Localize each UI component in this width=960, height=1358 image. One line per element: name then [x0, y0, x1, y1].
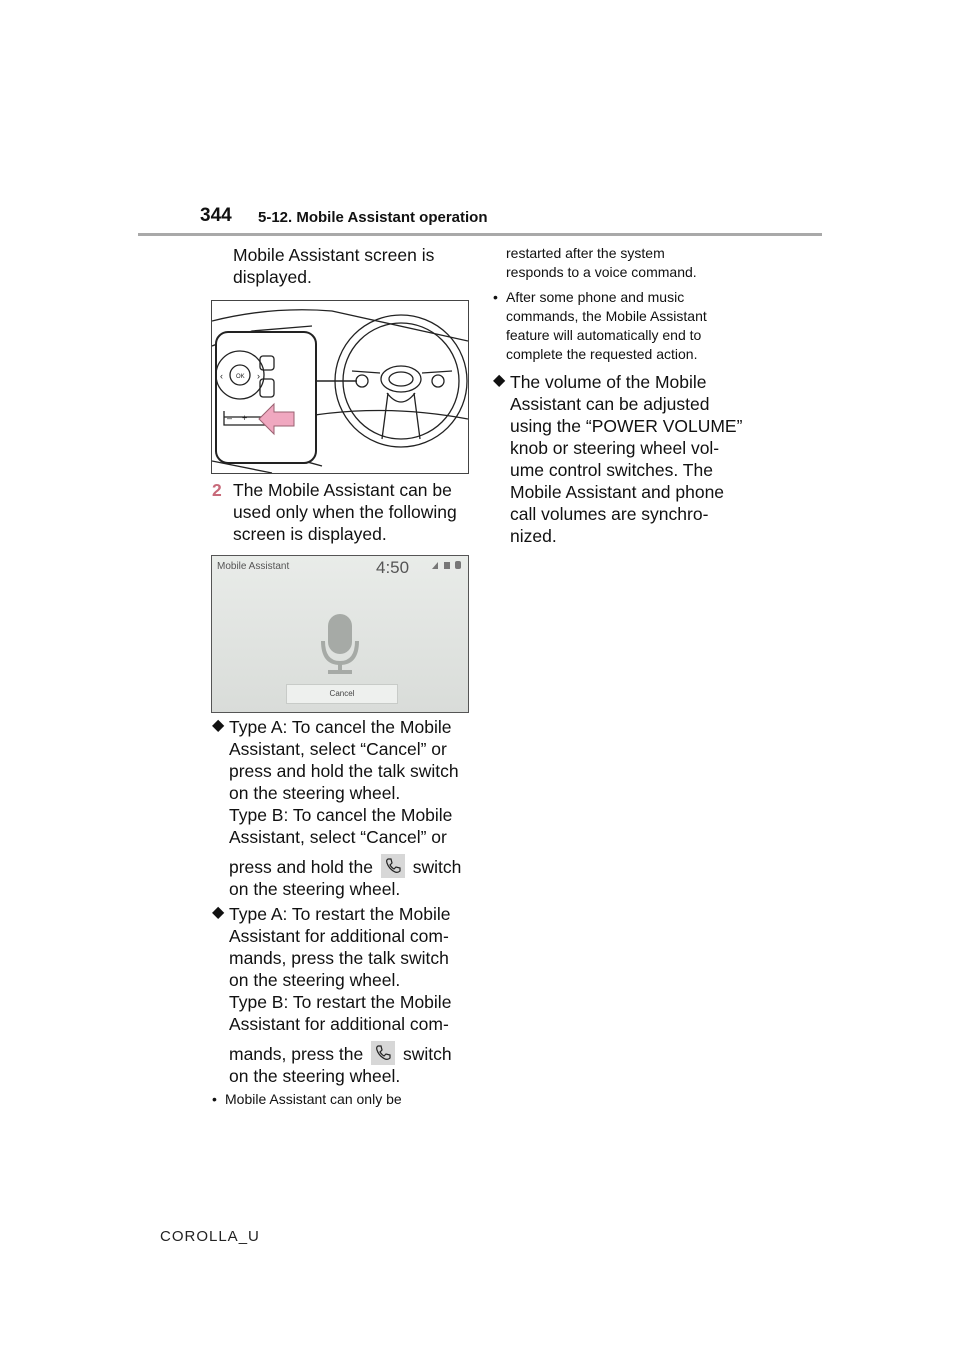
mobile-assistant-screen — [211, 555, 469, 713]
svg-text:–: – — [227, 413, 233, 423]
bullet-line: Type B: To cancel the Mobile — [229, 805, 453, 825]
bullet-volume — [493, 371, 763, 547]
bullet-line: on the steering wheel. — [229, 783, 401, 803]
note-1-continued — [506, 244, 766, 282]
bullet-text: switch — [402, 1044, 452, 1064]
note-line: restarted after the system — [506, 245, 665, 261]
status-icons-drawing — [430, 560, 464, 570]
note-line: Mobile Assistant can only be — [225, 1091, 402, 1107]
bullet-text: mands, press the — [229, 1044, 364, 1064]
screen-title: Mobile Assistant — [217, 561, 290, 572]
svg-text:‹: ‹ — [220, 371, 223, 381]
bullet-line: Assistant can be adjusted — [510, 394, 710, 414]
phone-switch-icon — [381, 854, 405, 878]
svg-text:›: › — [257, 371, 260, 381]
step-2 — [212, 479, 472, 545]
note-2 — [493, 288, 763, 364]
page-number: 344 — [200, 205, 232, 226]
intro-line: Mobile Assistant screen is — [233, 245, 435, 265]
status-icons — [430, 560, 464, 572]
intro-text — [233, 244, 434, 288]
step-number: 2 — [212, 480, 222, 500]
bullet-line: on the steering wheel. — [229, 1066, 401, 1086]
microphone-icon — [320, 611, 360, 682]
bullet-dot-icon: • — [493, 289, 498, 305]
bullet-line: The volume of the Mobile — [510, 372, 707, 392]
bullet-line: Mobile Assistant and phone — [510, 482, 725, 502]
bullet-restart — [212, 903, 472, 1087]
note-line: After some phone and music — [506, 289, 685, 305]
bullet-line: on the steering wheel. — [229, 970, 401, 990]
bullet-line: ume control switches. The — [510, 460, 713, 480]
bullet-line: Assistant for additional com- — [229, 926, 449, 946]
note-line: responds to a voice command. — [506, 264, 697, 280]
cancel-button[interactable]: Cancel — [286, 684, 398, 704]
step-2-line: The Mobile Assistant can be — [233, 480, 452, 500]
bullet-line: knob or steering wheel vol- — [510, 438, 720, 458]
bullet-line: Assistant for additional com- — [229, 1014, 449, 1034]
step-2-line: screen is displayed. — [233, 524, 387, 544]
intro-line: displayed. — [233, 267, 312, 287]
bullet-line: mands, press the talk switch — [229, 948, 449, 968]
section-title: 5-12. Mobile Assistant operation — [258, 209, 488, 226]
bullet-line: press and hold the talk switch — [229, 761, 459, 781]
bullet-dot-icon: • — [212, 1091, 217, 1107]
phone-switch-icon — [371, 1041, 395, 1065]
bullet-text: switch — [412, 857, 462, 877]
svg-text:+: + — [242, 413, 248, 423]
bullet-line: Type A: To restart the Mobile — [229, 904, 451, 924]
bullet-line: call volumes are synchro- — [510, 504, 709, 524]
step-2-line: used only when the following — [233, 502, 457, 522]
bullet-line: nized. — [510, 526, 557, 546]
steering-wheel-illustration — [211, 300, 469, 474]
diamond-bullet-icon: ◆ — [212, 904, 225, 921]
bullet-text: press and hold the — [229, 857, 373, 877]
steering-wheel-drawing — [212, 301, 468, 473]
bullet-line: Type B: To restart the Mobile — [229, 992, 452, 1012]
note-line: feature will automatically end to — [506, 327, 702, 343]
note-1 — [212, 1090, 472, 1109]
bullet-line-with-icon — [229, 1041, 472, 1065]
svg-text:OK: OK — [236, 374, 245, 380]
bullet-line: Type A: To cancel the Mobile — [229, 717, 452, 737]
header-rule — [138, 233, 822, 236]
bullet-cancel — [212, 716, 472, 900]
note-line: commands, the Mobile Assistant — [506, 308, 707, 324]
screen-clock: 4:50 — [376, 558, 410, 577]
bullet-line-with-icon — [229, 854, 472, 878]
bullet-line: Assistant, select “Cancel” or — [229, 827, 447, 847]
bullet-line: Assistant, select “Cancel” or — [229, 739, 447, 759]
bullet-line: on the steering wheel. — [229, 879, 401, 899]
diamond-bullet-icon: ◆ — [493, 372, 506, 389]
diamond-bullet-icon: ◆ — [212, 717, 225, 734]
footer-model: COROLLA_U — [160, 1228, 260, 1245]
note-line: complete the requested action. — [506, 346, 698, 362]
bullet-line: using the “POWER VOLUME” — [510, 416, 743, 436]
